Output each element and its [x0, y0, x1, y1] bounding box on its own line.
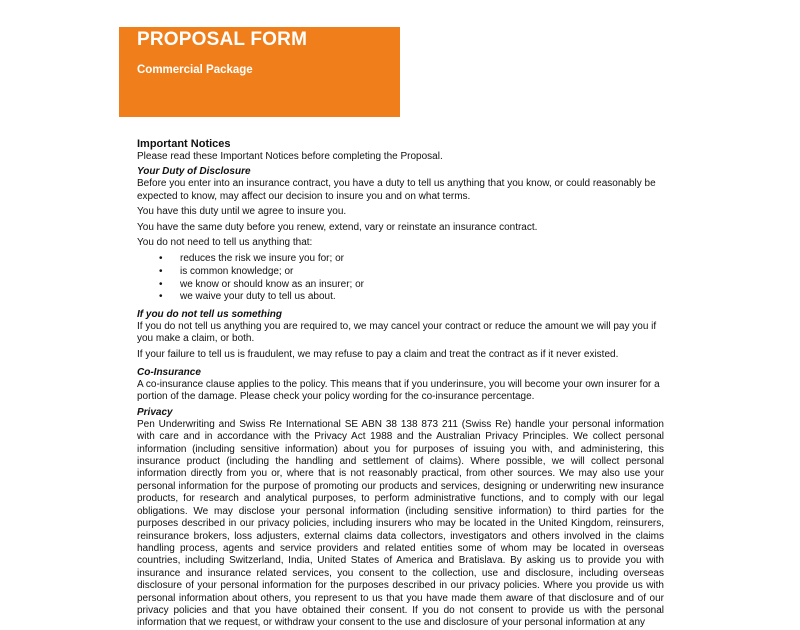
- privacy-heading: Privacy: [137, 406, 173, 418]
- list-item: • we know or should know as an insurer; or: [137, 279, 664, 292]
- not-tell-paragraph-1: If you do not tell us anything you are required to, we may cancel your contract or reduce the amount we will pay you if you make a claim, or both.: [137, 320, 657, 345]
- form-subtitle: Commercial Package: [137, 64, 253, 76]
- not-tell-paragraph-2: If your failure to tell us is fraudulent, we may refuse to pay a claim and treat the contract as if it never existed.: [137, 348, 619, 360]
- duty-of-disclosure-heading: Your Duty of Disclosure: [137, 166, 251, 178]
- disclosure-exceptions-list: [137, 253, 664, 303]
- list-item: • reduces the risk we insure you for; or: [137, 253, 664, 266]
- privacy-paragraph: Pen Underwriting and Swiss Re International SE ABN 38 138 873 211 (Swiss Re) handle your personal information with care and in accordance with the Privacy Act 1988 and the Australian Privacy Principles. We collect personal information (including sensitive information) about you for purposes of issuing you with, and administering, this insurance product (including the handling and settlement of claims). Where possible, we will collect personal information directly from you or, where that is not reasonably practical, from other sources. We may also use your personal information for the purpose of promoting our products and services, designing or underwriting new insurance products, for research and analytical purposes, to perform administrative functions, and to comply with our legal obligations. We may disclose your personal information (including sensitive information) to third parties for the purposes described in our privacy policies, including insurers who may be located in the United Kingdom, reinsurers, reinsurance brokers, loss adjusters, external claims data collectors, investigators and others involved in the claims handling process, agents and service providers and related entities some of whom may be located in overseas countries, including Switzerland, India, United States of America and Bratislava. By asking us to provide you with insurance and insurance related services, you consent to the collection, use and disclosure, including overseas disclosure of your personal information for the purposes described in our privacy policies. Where you provide us with personal information about others, you represent to us that you have made them aware of that disclosure and of our privacy policies and that you have obtained their consent. If you do not consent to provide us with the personal information that we request, or withdraw your consent to the use and disclosure of your personal information at any: [137, 418, 664, 629]
- important-notices-intro: Please read these Important Notices before completing the Proposal.: [137, 151, 443, 162]
- disclosure-paragraph-2: You have this duty until we agree to insure you.: [137, 206, 347, 218]
- disclosure-paragraph-3: You have the same duty before you renew, extend, vary or reinstate an insurance contract.: [137, 221, 538, 233]
- disclosure-paragraph-4: You do not need to tell us anything that:: [137, 237, 313, 249]
- list-item: • is common knowledge; or: [137, 266, 664, 279]
- not-tell-heading: If you do not tell us something: [137, 308, 282, 320]
- list-item: • we waive your duty to tell us about.: [137, 291, 664, 304]
- document-body: [137, 138, 664, 630]
- coinsurance-heading: Co-Insurance: [137, 367, 201, 379]
- disclosure-paragraph-1: Before you enter into an insurance contract, you have a duty to tell us anything that you know, or could reasonably be expected to know, may affect our decision to insure you and on what terms.: [137, 178, 656, 202]
- form-title: PROPOSAL FORM: [137, 29, 308, 50]
- important-notices-heading: Important Notices: [137, 138, 231, 150]
- coinsurance-paragraph: A co-insurance clause applies to the policy. This means that if you underinsure, you will become your own insurer for a portion of the damage. Please check your policy wording for the co-insurance percentage.: [137, 379, 660, 403]
- header-banner: [119, 27, 400, 117]
